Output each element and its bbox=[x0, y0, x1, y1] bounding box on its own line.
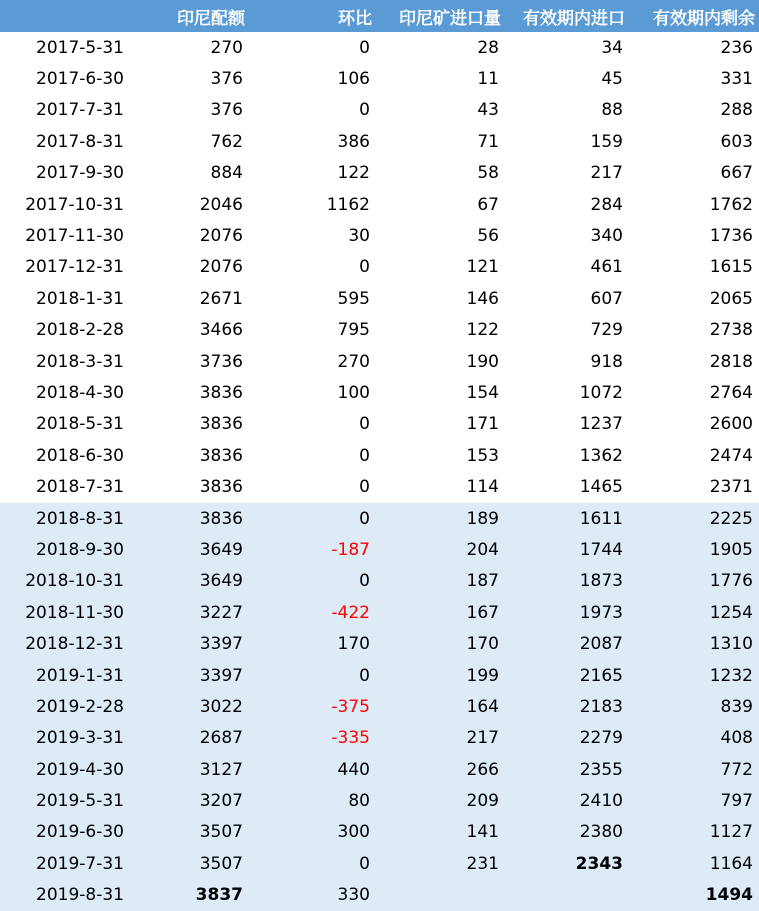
cell-valid-remaining: 2764 bbox=[709, 382, 753, 403]
cell-date: 2017-5-31 bbox=[36, 37, 124, 58]
cell-ore-imports: 266 bbox=[376, 754, 505, 785]
cell-date: 2018-11-30 bbox=[0, 597, 128, 628]
table-row bbox=[0, 566, 759, 597]
cell-valid-remaining: 331 bbox=[720, 69, 753, 90]
cell-valid-imports: 1611 bbox=[505, 503, 629, 534]
cell-date: 2018-8-31 bbox=[0, 503, 128, 534]
cell-quota: 3227 bbox=[128, 597, 249, 628]
cell-valid-remaining: 1736 bbox=[709, 226, 753, 247]
table-row bbox=[0, 252, 759, 283]
cell-valid-imports: 1237 bbox=[579, 414, 623, 435]
cell-valid-imports: 918 bbox=[590, 351, 623, 372]
cell-date: 2018-7-31 bbox=[36, 477, 124, 498]
cell-valid-imports: 2183 bbox=[505, 691, 629, 722]
cell-date: 2017-9-30 bbox=[36, 163, 124, 184]
cell-ore-imports: 141 bbox=[376, 817, 505, 848]
cell-date: 2019-7-31 bbox=[0, 848, 128, 879]
cell-quota: 3397 bbox=[128, 660, 249, 691]
cell-quota: 3397 bbox=[128, 628, 249, 659]
cell-quota: 2671 bbox=[199, 288, 243, 309]
cell-quota: 3836 bbox=[199, 414, 243, 435]
cell-ore-imports: 171 bbox=[466, 414, 499, 435]
cell-quota: 3836 bbox=[199, 445, 243, 466]
cell-valid-remaining: 2065 bbox=[709, 288, 753, 309]
cell-ore-imports: 43 bbox=[477, 100, 499, 121]
cell-date: 2018-5-31 bbox=[36, 414, 124, 435]
header-valid-period-imports: 有效期内进口 bbox=[505, 0, 629, 32]
cell-ore-imports: 146 bbox=[466, 288, 499, 309]
cell-valid-remaining: 2818 bbox=[709, 351, 753, 372]
cell-mom-change: 170 bbox=[249, 628, 376, 659]
cell-ore-imports: 114 bbox=[466, 477, 499, 498]
cell-date: 2017-11-30 bbox=[25, 226, 124, 247]
cell-valid-remaining: 2225 bbox=[629, 503, 759, 534]
cell-quota: 3207 bbox=[128, 785, 249, 816]
table-row bbox=[0, 377, 759, 408]
cell-date: 2018-9-30 bbox=[0, 534, 128, 565]
cell-mom-change: -375 bbox=[249, 691, 376, 722]
cell-quota: 270 bbox=[210, 37, 243, 58]
table-row bbox=[0, 189, 759, 220]
cell-ore-imports: 231 bbox=[376, 848, 505, 879]
table-row bbox=[0, 95, 759, 126]
cell-ore-imports: 154 bbox=[466, 382, 499, 403]
cell-ore-imports: 56 bbox=[477, 226, 499, 247]
table-row bbox=[0, 597, 759, 628]
cell-valid-remaining: 1310 bbox=[629, 628, 759, 659]
cell-quota: 376 bbox=[210, 69, 243, 90]
cell-ore-imports: 190 bbox=[466, 351, 499, 372]
cell-mom-change: 122 bbox=[337, 163, 370, 184]
cell-mom-change: 270 bbox=[337, 351, 370, 372]
table-row bbox=[0, 220, 759, 251]
cell-quota: 3649 bbox=[128, 534, 249, 565]
cell-mom-change: -187 bbox=[249, 534, 376, 565]
cell-mom-change: 0 bbox=[359, 414, 370, 435]
table-row bbox=[0, 628, 759, 659]
cell-date: 2018-2-28 bbox=[36, 320, 124, 341]
cell-date: 2017-8-31 bbox=[36, 131, 124, 152]
cell-valid-imports: 1973 bbox=[505, 597, 629, 628]
table-row bbox=[0, 817, 759, 848]
cell-valid-imports: 729 bbox=[590, 320, 623, 341]
header-row bbox=[0, 0, 759, 32]
cell-mom-change: 0 bbox=[359, 445, 370, 466]
cell-mom-change: 0 bbox=[359, 37, 370, 58]
cell-quota: 2076 bbox=[199, 226, 243, 247]
cell-valid-remaining: 236 bbox=[720, 37, 753, 58]
cell-quota: 3127 bbox=[128, 754, 249, 785]
cell-ore-imports: 58 bbox=[477, 163, 499, 184]
cell-quota: 3836 bbox=[128, 503, 249, 534]
cell-quota: 3836 bbox=[199, 477, 243, 498]
cell-date: 2018-1-31 bbox=[36, 288, 124, 309]
table-row bbox=[0, 660, 759, 691]
cell-ore-imports: 28 bbox=[477, 37, 499, 58]
cell-quota: 3507 bbox=[128, 817, 249, 848]
cell-valid-imports: 159 bbox=[590, 131, 623, 152]
table-row bbox=[0, 440, 759, 471]
cell-mom-change: 595 bbox=[337, 288, 370, 309]
cell-valid-imports: 1873 bbox=[505, 566, 629, 597]
cell-valid-imports: 2343 bbox=[505, 848, 629, 879]
table-row bbox=[0, 283, 759, 314]
cell-valid-imports: 2165 bbox=[505, 660, 629, 691]
cell-ore-imports: 122 bbox=[466, 320, 499, 341]
cell-mom-change: -422 bbox=[249, 597, 376, 628]
table-row bbox=[0, 754, 759, 785]
cell-quota: 762 bbox=[210, 131, 243, 152]
cell-valid-imports: 2279 bbox=[505, 723, 629, 754]
table-row bbox=[0, 32, 759, 63]
cell-ore-imports: 189 bbox=[376, 503, 505, 534]
cell-valid-remaining: 1776 bbox=[629, 566, 759, 597]
cell-date: 2017-6-30 bbox=[36, 69, 124, 90]
cell-quota: 3466 bbox=[199, 320, 243, 341]
cell-valid-remaining: 1164 bbox=[629, 848, 759, 879]
cell-date: 2018-3-31 bbox=[36, 351, 124, 372]
cell-valid-remaining: 797 bbox=[629, 785, 759, 816]
cell-quota: 376 bbox=[210, 100, 243, 121]
cell-mom-change: 80 bbox=[249, 785, 376, 816]
cell-mom-change: 300 bbox=[249, 817, 376, 848]
table-row bbox=[0, 880, 759, 911]
cell-mom-change: 0 bbox=[359, 100, 370, 121]
cell-valid-remaining: 1232 bbox=[629, 660, 759, 691]
header-mom-change: 环比 bbox=[249, 0, 376, 32]
cell-valid-remaining: 2738 bbox=[709, 320, 753, 341]
cell-valid-imports: 2410 bbox=[505, 785, 629, 816]
cell-valid-imports bbox=[505, 880, 629, 911]
cell-valid-remaining: 2371 bbox=[709, 477, 753, 498]
cell-valid-remaining: 1762 bbox=[709, 194, 753, 215]
table-row bbox=[0, 409, 759, 440]
cell-valid-remaining: 1615 bbox=[709, 257, 753, 278]
cell-date: 2019-5-31 bbox=[0, 785, 128, 816]
cell-mom-change: 0 bbox=[359, 477, 370, 498]
cell-valid-imports: 1465 bbox=[579, 477, 623, 498]
header-valid-period-remaining: 有效期内剩余 bbox=[629, 0, 759, 32]
cell-quota: 2046 bbox=[199, 194, 243, 215]
table-row bbox=[0, 346, 759, 377]
table-row bbox=[0, 503, 759, 534]
cell-date: 2018-10-31 bbox=[0, 566, 128, 597]
header-quota: 印尼配额 bbox=[128, 0, 249, 32]
cell-ore-imports: 170 bbox=[376, 628, 505, 659]
cell-mom-change: 0 bbox=[249, 660, 376, 691]
cell-valid-imports: 340 bbox=[590, 226, 623, 247]
cell-mom-change: -335 bbox=[249, 723, 376, 754]
cell-valid-remaining: 839 bbox=[629, 691, 759, 722]
cell-valid-remaining: 408 bbox=[629, 723, 759, 754]
cell-valid-imports: 2087 bbox=[505, 628, 629, 659]
cell-mom-change: 30 bbox=[348, 226, 370, 247]
cell-valid-imports: 284 bbox=[590, 194, 623, 215]
cell-ore-imports bbox=[376, 880, 505, 911]
table-row bbox=[0, 126, 759, 157]
header-date bbox=[0, 0, 128, 32]
cell-valid-imports: 607 bbox=[590, 288, 623, 309]
cell-valid-remaining: 288 bbox=[720, 100, 753, 121]
cell-valid-imports: 2355 bbox=[505, 754, 629, 785]
cell-date: 2018-6-30 bbox=[36, 445, 124, 466]
cell-valid-imports: 1362 bbox=[579, 445, 623, 466]
cell-valid-imports: 1744 bbox=[505, 534, 629, 565]
cell-mom-change: 0 bbox=[249, 848, 376, 879]
cell-valid-imports: 88 bbox=[601, 100, 623, 121]
cell-ore-imports: 121 bbox=[466, 257, 499, 278]
cell-quota: 884 bbox=[210, 163, 243, 184]
cell-quota: 3507 bbox=[128, 848, 249, 879]
table-row bbox=[0, 315, 759, 346]
cell-ore-imports: 187 bbox=[376, 566, 505, 597]
cell-quota: 3649 bbox=[128, 566, 249, 597]
cell-date: 2017-7-31 bbox=[36, 100, 124, 121]
cell-quota: 2687 bbox=[128, 723, 249, 754]
cell-ore-imports: 153 bbox=[466, 445, 499, 466]
cell-valid-remaining: 2600 bbox=[709, 414, 753, 435]
cell-mom-change: 0 bbox=[359, 257, 370, 278]
cell-quota: 3836 bbox=[199, 382, 243, 403]
table-row bbox=[0, 63, 759, 94]
cell-date: 2019-4-30 bbox=[0, 754, 128, 785]
cell-date: 2017-12-31 bbox=[25, 257, 124, 278]
cell-valid-remaining: 1127 bbox=[629, 817, 759, 848]
cell-quota: 3736 bbox=[199, 351, 243, 372]
cell-mom-change: 330 bbox=[249, 880, 376, 911]
cell-valid-remaining: 1905 bbox=[629, 534, 759, 565]
table-row bbox=[0, 158, 759, 189]
cell-ore-imports: 167 bbox=[376, 597, 505, 628]
cell-valid-remaining: 1254 bbox=[629, 597, 759, 628]
cell-quota: 3837 bbox=[128, 880, 249, 911]
cell-mom-change: 100 bbox=[337, 382, 370, 403]
cell-ore-imports: 71 bbox=[477, 131, 499, 152]
cell-quota: 2076 bbox=[199, 257, 243, 278]
cell-ore-imports: 11 bbox=[477, 69, 499, 90]
table-row bbox=[0, 534, 759, 565]
cell-ore-imports: 209 bbox=[376, 785, 505, 816]
cell-valid-remaining: 772 bbox=[629, 754, 759, 785]
table-body bbox=[0, 32, 759, 911]
table-row bbox=[0, 785, 759, 816]
cell-ore-imports: 217 bbox=[376, 723, 505, 754]
cell-valid-remaining: 603 bbox=[720, 131, 753, 152]
table-row bbox=[0, 848, 759, 879]
cell-mom-change: 386 bbox=[337, 131, 370, 152]
cell-valid-remaining: 2474 bbox=[709, 445, 753, 466]
cell-mom-change: 440 bbox=[249, 754, 376, 785]
cell-ore-imports: 67 bbox=[477, 194, 499, 215]
cell-valid-imports: 461 bbox=[590, 257, 623, 278]
cell-mom-change: 106 bbox=[337, 69, 370, 90]
cell-valid-imports: 217 bbox=[590, 163, 623, 184]
cell-valid-imports: 45 bbox=[601, 69, 623, 90]
cell-date: 2019-3-31 bbox=[0, 723, 128, 754]
table-row bbox=[0, 691, 759, 722]
table-row bbox=[0, 471, 759, 502]
cell-ore-imports: 164 bbox=[376, 691, 505, 722]
cell-date: 2019-1-31 bbox=[0, 660, 128, 691]
cell-ore-imports: 199 bbox=[376, 660, 505, 691]
header-ore-imports: 印尼矿进口量 bbox=[376, 0, 505, 32]
cell-mom-change: 0 bbox=[249, 566, 376, 597]
cell-mom-change: 795 bbox=[337, 320, 370, 341]
cell-valid-remaining: 1494 bbox=[629, 880, 759, 911]
cell-mom-change: 0 bbox=[249, 503, 376, 534]
cell-valid-remaining: 667 bbox=[720, 163, 753, 184]
cell-valid-imports: 34 bbox=[601, 37, 623, 58]
cell-valid-imports: 1072 bbox=[579, 382, 623, 403]
cell-valid-imports: 2380 bbox=[505, 817, 629, 848]
cell-mom-change: 1162 bbox=[326, 194, 370, 215]
cell-date: 2019-2-28 bbox=[0, 691, 128, 722]
cell-date: 2018-4-30 bbox=[36, 382, 124, 403]
cell-date: 2019-8-31 bbox=[0, 880, 128, 911]
cell-date: 2017-10-31 bbox=[25, 194, 124, 215]
table-row bbox=[0, 723, 759, 754]
cell-date: 2019-6-30 bbox=[0, 817, 128, 848]
cell-quota: 3022 bbox=[128, 691, 249, 722]
cell-ore-imports: 204 bbox=[376, 534, 505, 565]
cell-date: 2018-12-31 bbox=[0, 628, 128, 659]
